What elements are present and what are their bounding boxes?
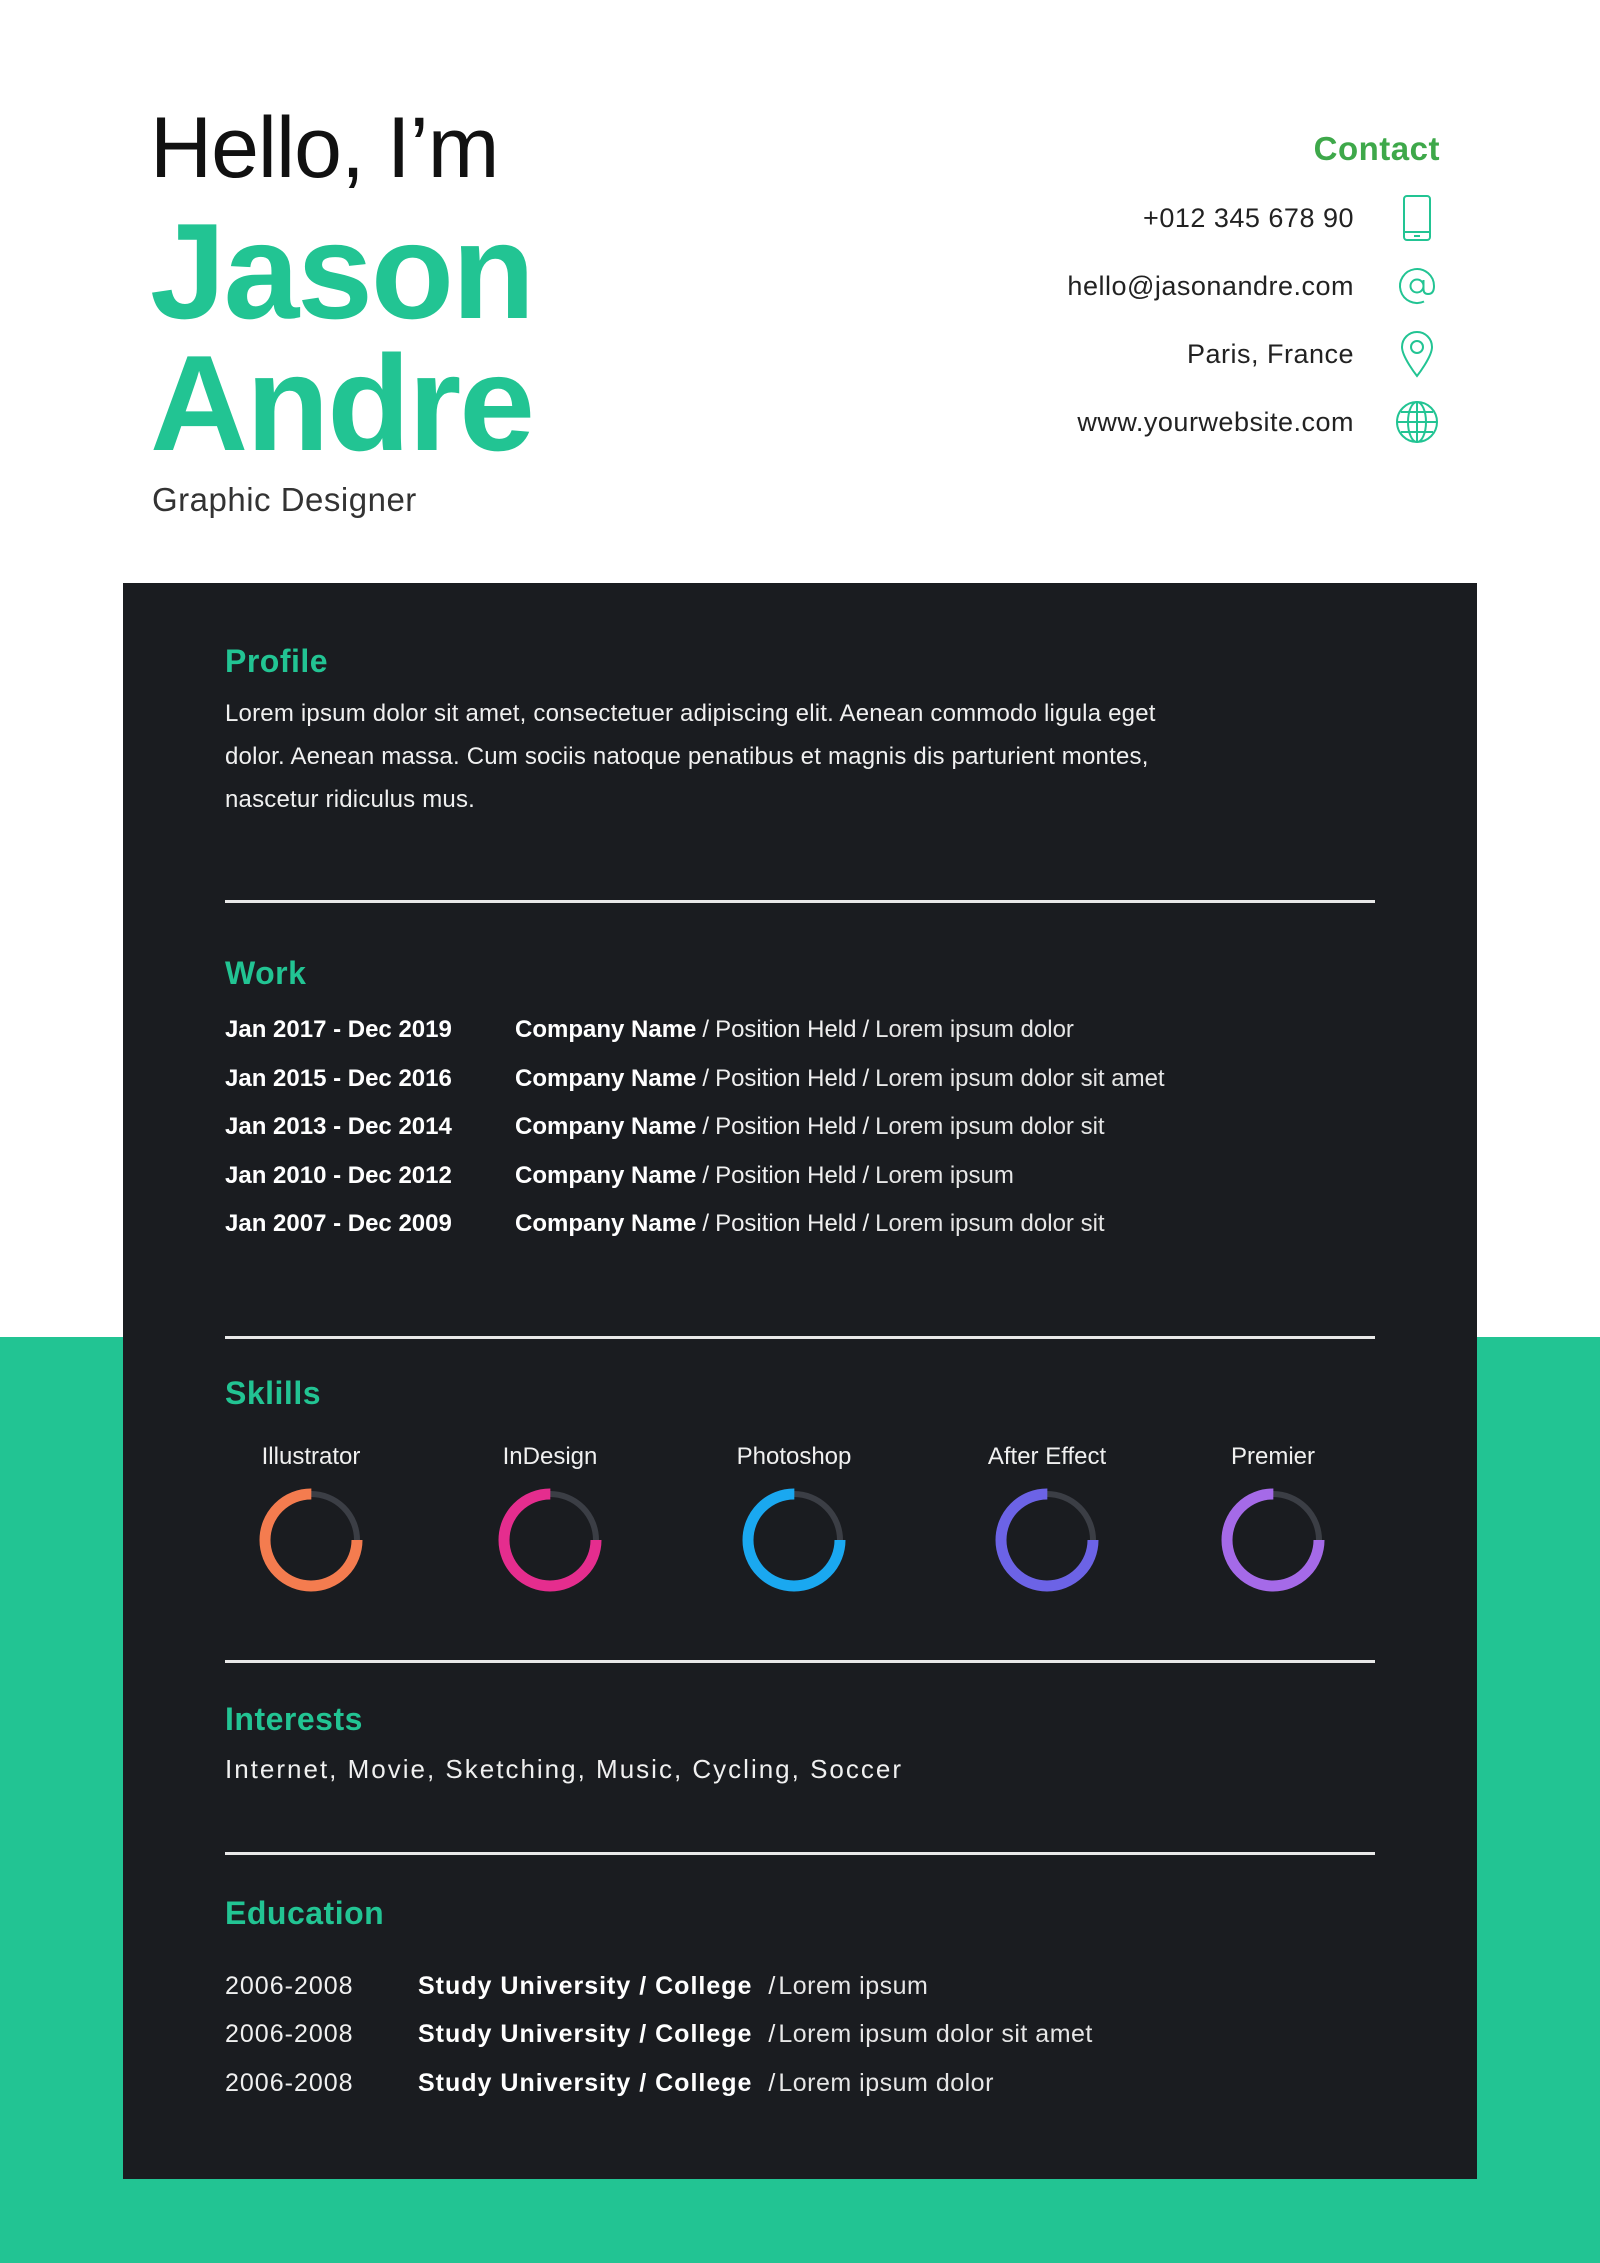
profile-text: Lorem ipsum dolor sit amet, consectetuer adipiscing elit. Aenean commodo ligula eget dolor. Aenean massa. Cum sociis natoque penatibus et magnis dis parturient montes, nascetur ridiculus mus. [225, 700, 1156, 813]
work-position: Position Held [715, 1016, 857, 1044]
education-years: 2006-2008 [225, 2068, 354, 2097]
education-list [225, 1962, 1375, 2108]
skill-label: Photoshop [736, 1443, 852, 1470]
work-dates: Jan 2010 - Dec 2012 [225, 1161, 452, 1189]
education-item: 2006-2008 Study University / College / Lorem ipsum dolor [225, 2068, 994, 2097]
education-title: Education [225, 1895, 385, 1931]
contact-block [1067, 130, 1440, 456]
work-company: Company Name [515, 1113, 697, 1141]
work-position: Position Held [715, 1161, 857, 1189]
resume-card [123, 583, 1477, 2179]
divider [225, 1660, 1375, 1663]
header-name-block [150, 100, 534, 519]
work-desc: Lorem ipsum dolor sit [875, 1210, 1105, 1238]
work-item: Jan 2017 - Dec 2019 Company Name / Position Held / Lorem ipsum dolor [225, 1016, 1074, 1044]
work-dates: Jan 2017 - Dec 2019 [225, 1016, 452, 1044]
interests-text: Internet, Movie, Sketching, Music, Cycling, Soccer [225, 1754, 904, 1784]
education-school: Study University / College [418, 2020, 753, 2049]
location-pin-icon [1394, 329, 1440, 379]
skill-photoshop [709, 1443, 879, 1600]
contact-email: hello@jasonandre.com [1067, 270, 1354, 301]
first-name: Jason [150, 195, 534, 347]
contact-location: Paris, France [1186, 338, 1354, 369]
interests-title: Interests [225, 1701, 363, 1737]
work-company: Company Name [515, 1064, 697, 1092]
education-desc: Lorem ipsum [778, 1971, 929, 2000]
work-item: Jan 2007 - Dec 2009 Company Name / Position Held / Lorem ipsum dolor sit [225, 1210, 1105, 1238]
education-item: 2006-2008 Study University / College / Lorem ipsum [225, 1971, 929, 2000]
contact-phone-row[interactable] [1067, 184, 1440, 252]
skill-label: InDesign [502, 1443, 598, 1470]
skill-after-effect [962, 1443, 1132, 1600]
greeting-text: Hello, I’m [150, 100, 499, 196]
skill-ring [739, 1485, 849, 1595]
skills-title: Sklills [225, 1375, 321, 1411]
skill-ring [1218, 1485, 1328, 1595]
skill-ring [992, 1485, 1102, 1595]
work-title: Work [225, 955, 307, 991]
work-item: Jan 2015 - Dec 2016 Company Name / Position Held / Lorem ipsum dolor sit amet [225, 1064, 1165, 1092]
skill-ring [256, 1485, 366, 1595]
education-desc: Lorem ipsum dolor sit amet [778, 2020, 1093, 2049]
work-desc: Lorem ipsum dolor sit amet [875, 1064, 1165, 1092]
work-desc: Lorem ipsum dolor sit [875, 1113, 1105, 1141]
contact-location-row[interactable] [1067, 320, 1440, 388]
work-position: Position Held [715, 1064, 857, 1092]
phone-icon [1394, 193, 1440, 243]
work-dates: Jan 2007 - Dec 2009 [225, 1210, 452, 1238]
profile-title: Profile [225, 643, 329, 679]
skill-premier [1188, 1443, 1358, 1600]
globe-icon [1394, 397, 1440, 447]
work-dates: Jan 2013 - Dec 2014 [225, 1113, 452, 1141]
contact-website-row[interactable] [1067, 388, 1440, 456]
skill-illustrator [226, 1443, 396, 1600]
education-section [225, 1895, 1375, 2108]
work-position: Position Held [715, 1210, 857, 1238]
skill-indesign [465, 1443, 635, 1600]
education-years: 2006-2008 [225, 1971, 354, 2000]
contact-website: www.yourwebsite.com [1077, 406, 1354, 437]
divider [225, 900, 1375, 903]
contact-email-row[interactable] [1067, 252, 1440, 320]
divider [225, 1336, 1375, 1339]
work-company: Company Name [515, 1016, 697, 1044]
contact-phone: +012 345 678 90 [1143, 202, 1354, 233]
at-icon [1394, 261, 1440, 311]
skill-label: After Effect [987, 1443, 1107, 1470]
work-dates: Jan 2015 - Dec 2016 [225, 1064, 452, 1092]
work-item: Jan 2010 - Dec 2012 Company Name / Position Held / Lorem ipsum [225, 1161, 1014, 1189]
work-list [225, 1006, 1375, 1249]
job-title: Graphic Designer [152, 481, 417, 518]
last-name: Andre [150, 327, 533, 479]
skills-section [225, 1375, 1375, 1675]
skill-ring [495, 1485, 605, 1595]
divider [225, 1852, 1375, 1855]
work-section [225, 955, 1375, 1249]
education-years: 2006-2008 [225, 2020, 354, 2049]
work-company: Company Name [515, 1161, 697, 1189]
work-desc: Lorem ipsum dolor [875, 1016, 1074, 1044]
education-school: Study University / College [418, 2068, 753, 2097]
work-company: Company Name [515, 1210, 697, 1238]
skill-label: Illustrator [261, 1443, 361, 1470]
work-desc: Lorem ipsum [875, 1161, 1014, 1189]
education-desc: Lorem ipsum dolor [778, 2068, 994, 2097]
contact-title: Contact [1313, 130, 1440, 167]
education-school: Study University / College [418, 1971, 753, 2000]
profile-section [225, 643, 1375, 821]
work-position: Position Held [715, 1113, 857, 1141]
work-item: Jan 2013 - Dec 2014 Company Name / Position Held / Lorem ipsum dolor sit [225, 1113, 1105, 1141]
skill-label: Premier [1230, 1443, 1315, 1470]
interests-section [225, 1701, 1375, 1785]
education-item: 2006-2008 Study University / College / Lorem ipsum dolor sit amet [225, 2020, 1093, 2049]
